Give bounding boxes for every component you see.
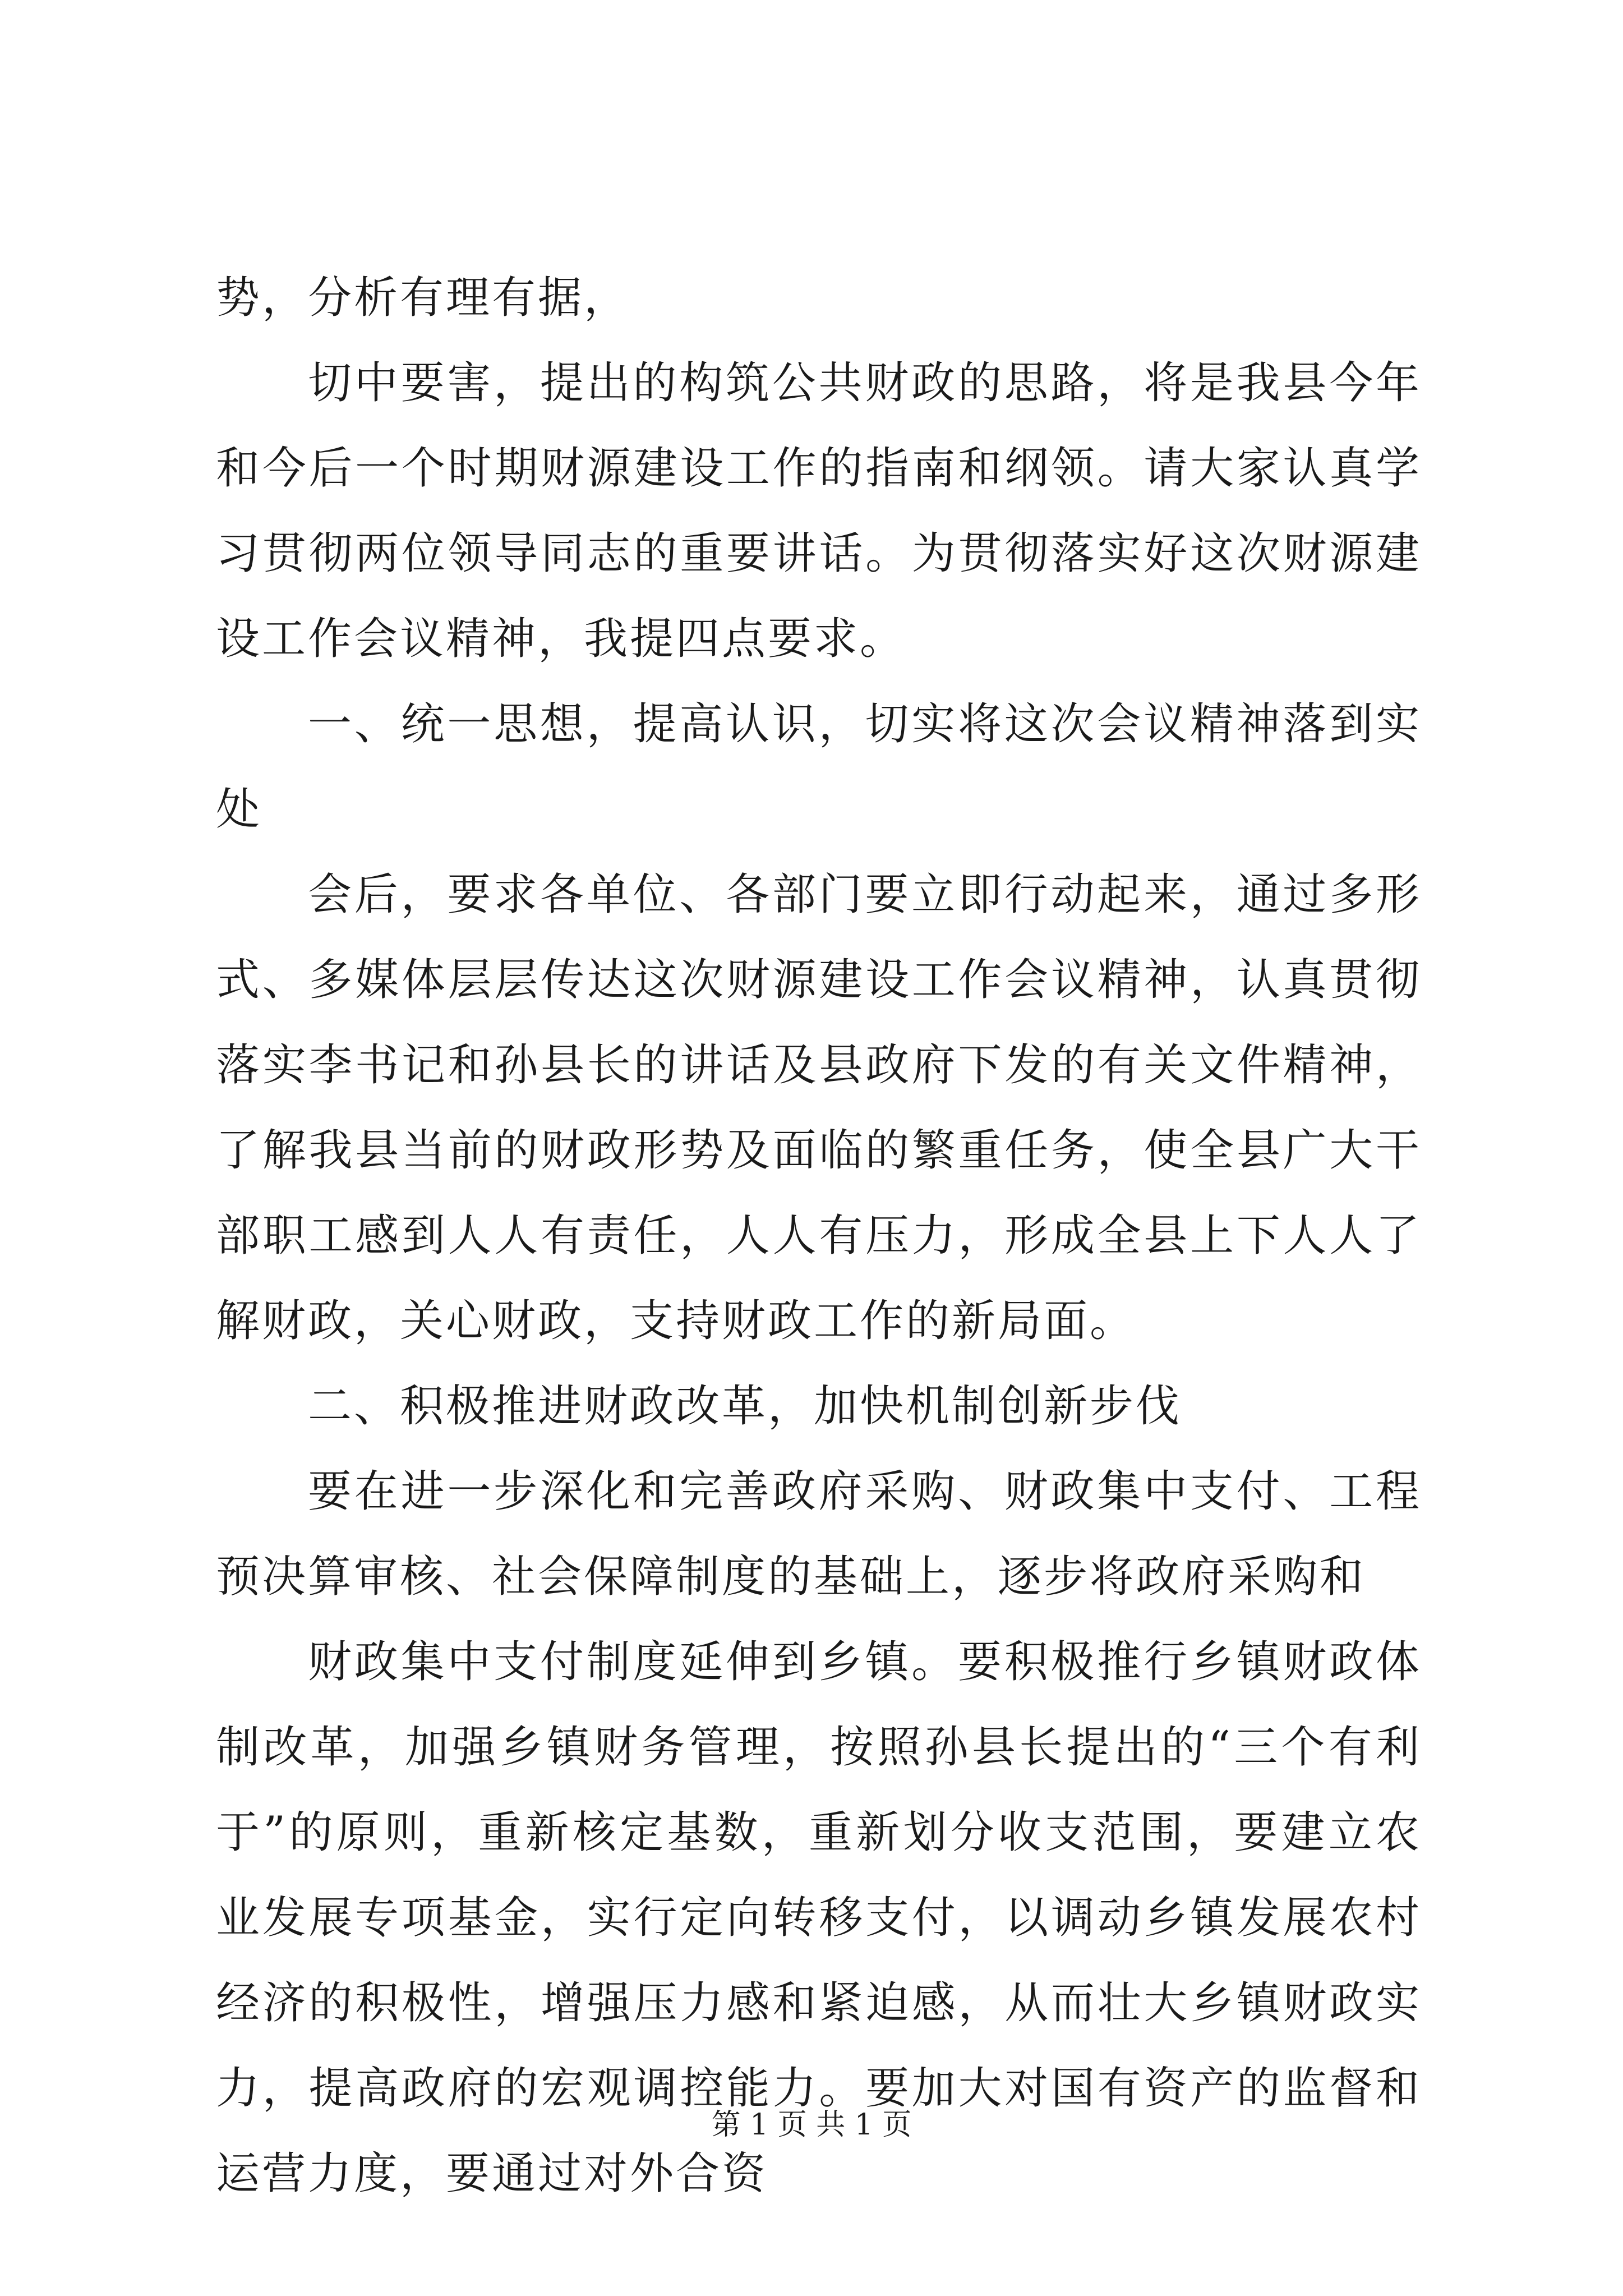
section-heading-2: 二、积极推进财政改革，加快机制创新步伐 (308, 1381, 1182, 1432)
paragraph-5: 财政集中支付制度延伸到乡镇。要积极推行乡镇财政体制改革，加强乡镇财务管理，按照孙县长提出的“三个有利于”的原则，重新核定基数，重新划分收支范围，要建立农业发展专项基金，实行定向转移支付，以调动乡镇发展农村经济的积极性，增强压力感和紧迫感，从而壮大乡镇财政实力，提高政府的宏观调控能力。要加大对国有资产的监督和运营力度，要通过对外合资 (216, 1637, 1422, 2199)
paragraph-4: 要在进一步深化和完善政府采购、财政集中支付、工程预决算审核、社会保障制度的基础上，逐步将政府采购和 (216, 1466, 1422, 1602)
paragraph-3: 会后，要求各单位、各部门要立即行动起来，通过多形式、多媒体层层传达这次财源建设工作会议精神，认真贯彻落实李书记和孙县长的讲话及县政府下发的有关文件精神，了解我县当前的财政形势及面临的繁重任务，使全县广大干部职工感到人人有责任，人人有压力，形成全县上下人人了解财政，关心财政，支持财政工作的新局面。 (216, 869, 1422, 1346)
section-heading-1: 一、统一思想，提高认识，切实将这次会议精神落到实处 (216, 699, 1422, 835)
paragraph-1: 势，分析有理有据， (216, 273, 630, 323)
page-number-footer: 第 1 页 共 1 页 (711, 2108, 912, 2142)
document-body (216, 255, 1422, 2216)
paragraph-2: 切中要害，提出的构筑公共财政的思路，将是我县今年和今后一个时期财源建设工作的指南和纲领。请大家认真学习贯彻两位领导同志的重要讲话。为贯彻落实好这次财源建设工作会议精神，我提四点要求。 (216, 358, 1422, 664)
